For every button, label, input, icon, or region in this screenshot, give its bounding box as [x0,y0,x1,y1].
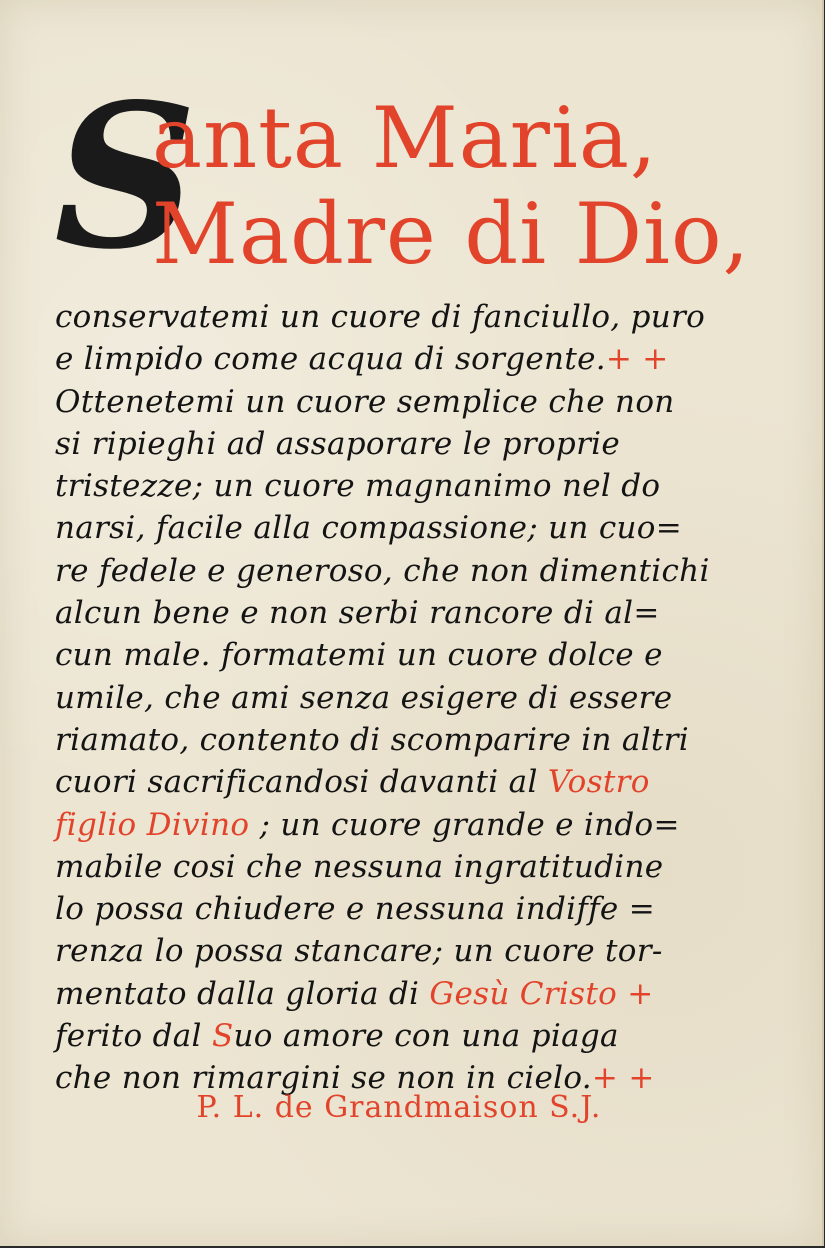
prayer-line [55,677,765,719]
prayer-line [55,930,765,972]
prayer-text-segment: umile, che ami senza esigere di essere [55,679,673,716]
prayer-line [55,296,765,338]
prayer-line [55,550,765,592]
prayer-line [55,719,765,761]
red-highlight-text: figlio Divino [55,806,250,843]
prayer-text-segment: lo possa chiudere e nessuna indiffe = [55,891,655,928]
red-highlight-text: Gesù Cristo + [429,975,654,1012]
signature-text: P. L. de Grandmaison S.J. [196,1090,602,1125]
prayer-line [55,973,765,1015]
prayer-text-segment: che non rimargini se non in cielo. [55,1060,592,1097]
red-initial-letter: S [211,1018,234,1055]
prayer-line [55,761,765,803]
prayer-text-segment: renza lo possa stancare; un cuore tor- [55,933,663,970]
prayer-text-segment: e limpido come acqua di sorgente. [55,341,606,378]
prayer-line [55,592,765,634]
prayer-text-segment: ; un cuore grande e indo= [249,806,680,843]
prayer-line [55,465,765,507]
drop-cap-letter: S [54,60,197,293]
prayer-text-segment: riamato, contento di scomparire in altri [55,721,689,758]
red-highlight-text: Vostro [547,764,650,801]
prayer-line [55,1015,765,1057]
prayer-text-segment: si ripieghi ad assaporare le proprie [55,425,621,462]
prayer-heading [54,60,774,293]
prayer-line [55,634,765,676]
title-line-1: anta Maria, [152,89,658,187]
prayer-text-segment: cuori sacrificandosi davanti al [55,764,548,801]
prayer-line [55,381,765,423]
prayer-text-segment: uo amore con una piaga [233,1018,619,1055]
prayer-line [55,423,765,465]
prayer-line [55,804,765,846]
red-cross-ornament: + + [591,1060,655,1097]
prayer-line [55,888,765,930]
prayer-text-segment: mabile cosi che nessuna ingratitudine [55,848,664,885]
prayer-text-segment: cun male. formatemi un cuore dolce e [55,637,663,674]
prayer-line [55,338,765,380]
prayer-text [55,296,765,1100]
prayer-text-segment: Ottenetemi un cuore semplice che non [55,383,675,420]
red-cross-ornament: + + [605,341,669,378]
prayer-text-segment: tristezze; un cuore magnanimo nel do [55,468,661,505]
prayer-text-segment: mentato dalla gloria di [55,975,430,1012]
prayer-text-segment: re fedele e generoso, che non dimentichi [55,552,710,589]
title-line-2: Madre di Dio, [152,185,751,283]
prayer-text-segment: narsi, facile alla compassione; un cuo= [55,510,682,547]
prayer-text-segment: conservatemi un cuore di fanciullo, puro [55,299,706,335]
prayer-line [55,507,765,549]
prayer-line [55,846,765,888]
author-signature [0,1090,822,1125]
prayer-text-segment: ferito dal [55,1018,212,1055]
prayer-text-segment: alcun bene e non serbi rancore di al= [55,595,660,632]
